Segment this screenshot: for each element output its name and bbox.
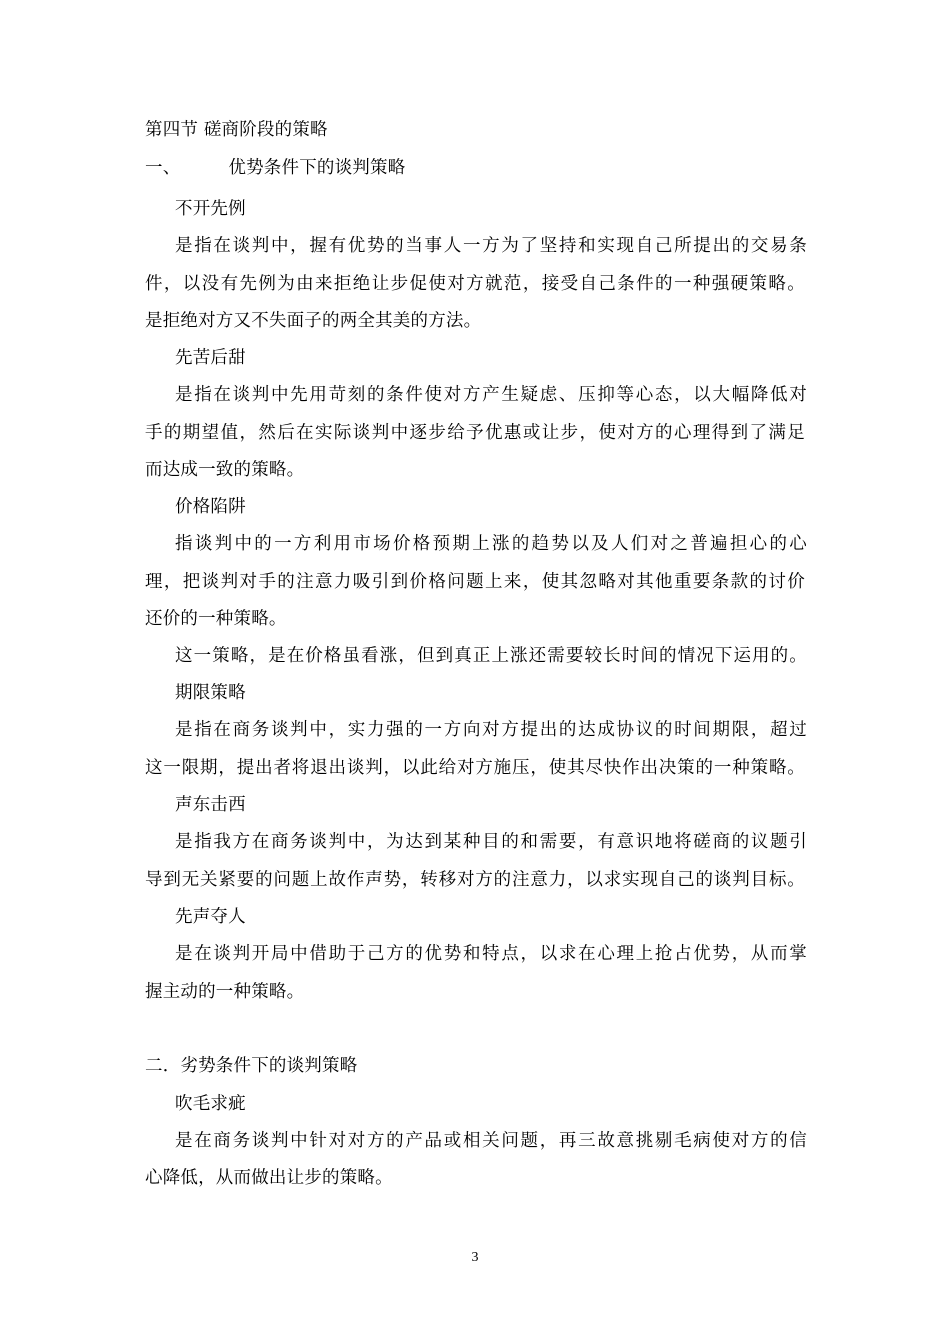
paragraph-line: 这一策略，是在价格虽看涨，但到真正上涨还需要较长时间的情况下运用的。 bbox=[175, 646, 807, 666]
part1-title: 优势条件下的谈判策略 bbox=[228, 158, 406, 178]
strategy-name: 声东击西 bbox=[175, 795, 246, 815]
paragraph-line: 指谈判中的一方利用市场价格预期上涨的趋势以及人们对之普遍担心的心 bbox=[175, 534, 807, 554]
strategy-name: 吹毛求疵 bbox=[175, 1094, 246, 1114]
paragraph-line: 是指我方在商务谈判中，为达到某种目的和需要，有意识地将磋商的议题引 bbox=[175, 832, 807, 852]
paragraph-line: 是在谈判开局中借助于己方的优势和特点，以求在心理上抢占优势，从而掌 bbox=[175, 944, 807, 964]
strategy-name: 先苦后甜 bbox=[175, 348, 246, 368]
paragraph-line: 手的期望值，然后在实际谈判中逐步给予优惠或让步，使对方的心理得到了满足 bbox=[145, 423, 805, 443]
paragraph-line: 是在商务谈判中针对对方的产品或相关问题，再三故意挑剔毛病使对方的信 bbox=[175, 1131, 807, 1151]
part2-heading: 二．劣势条件下的谈判策略 bbox=[145, 1056, 358, 1076]
strategy-name: 价格陷阱 bbox=[175, 497, 246, 517]
section-title: 第四节 磋商阶段的策略 bbox=[145, 120, 328, 140]
paragraph-line: 是指在谈判中，握有优势的当事人一方为了坚持和实现自己所提出的交易条 bbox=[175, 236, 807, 256]
paragraph-line: 是指在谈判中先用苛刻的条件使对方产生疑虑、压抑等心态，以大幅降低对 bbox=[175, 385, 807, 405]
paragraph-line: 是指在商务谈判中，实力强的一方向对方提出的达成协议的时间期限，超过 bbox=[175, 720, 807, 740]
strategy-name: 先声夺人 bbox=[175, 907, 246, 927]
paragraph-line: 是拒绝对方又不失面子的两全其美的方法。 bbox=[145, 311, 482, 331]
strategy-name: 不开先例 bbox=[175, 199, 246, 219]
paragraph-line: 这一限期，提出者将退出谈判，以此给对方施压，使其尽快作出决策的一种策略。 bbox=[145, 758, 805, 778]
paragraph-line: 心降低，从而做出让步的策略。 bbox=[145, 1168, 393, 1188]
paragraph-line: 理，把谈判对手的注意力吸引到价格问题上来，使其忽略对其他重要条款的讨价 bbox=[145, 572, 805, 592]
paragraph-line: 导到无关紧要的问题上故作声势，转移对方的注意力，以求实现自己的谈判目标。 bbox=[145, 870, 805, 890]
paragraph-line: 还价的一种策略。 bbox=[145, 609, 287, 629]
part1-number: 一、 bbox=[145, 158, 181, 178]
strategy-name: 期限策略 bbox=[175, 683, 246, 703]
paragraph-line: 握主动的一种策略。 bbox=[145, 982, 305, 1002]
page-number: 3 bbox=[471, 1250, 479, 1265]
paragraph-line: 件，以没有先例为由来拒绝让步促使对方就范，接受自己条件的一种强硬策略。 bbox=[145, 274, 805, 294]
part1-heading bbox=[145, 156, 405, 180]
paragraph-line: 而达成一致的策略。 bbox=[145, 460, 305, 480]
